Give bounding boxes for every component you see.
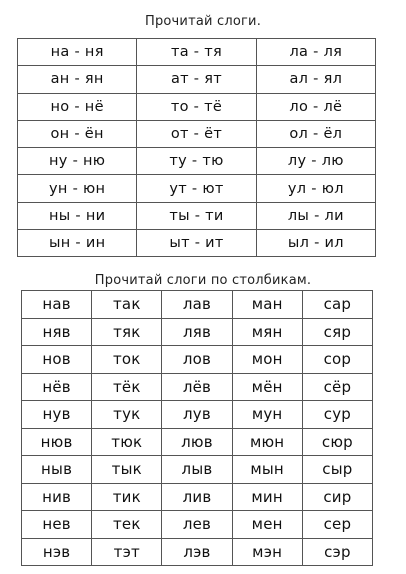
syllable-cell: так: [92, 291, 162, 319]
syllable-pair-cell: ан - ян: [18, 66, 137, 93]
syllable-pair-cell: ул - юл: [256, 175, 375, 202]
syllable-row: [18, 66, 376, 93]
syllable-pair-cell: ну - ню: [18, 148, 137, 175]
syllable-pair-cell: лу - лю: [256, 148, 375, 175]
section-2-title: Прочитай слоги по столбикам.: [94, 273, 312, 288]
syllable-cell: мён: [232, 373, 302, 401]
syllable-cell: лив: [162, 483, 232, 511]
syllable-row: [22, 483, 373, 511]
syllable-cell: ман: [232, 291, 302, 319]
syllable-pair-cell: ут - ют: [137, 175, 256, 202]
syllable-cell: сыр: [302, 456, 372, 484]
syllable-pair-cell: ат - ят: [137, 66, 256, 93]
syllable-row: [22, 291, 373, 319]
syllable-pair-cell: ын - ин: [18, 230, 137, 257]
syllable-row: [22, 538, 373, 566]
syllable-row: [22, 456, 373, 484]
syllable-pair-cell: лы - ли: [256, 202, 375, 229]
syllable-cell: сёр: [302, 373, 372, 401]
syllable-cell: сяр: [302, 318, 372, 346]
syllable-pair-cell: ун - юн: [18, 175, 137, 202]
syllable-row: [18, 93, 376, 120]
syllable-pair-cell: то - тё: [137, 93, 256, 120]
syllable-cell: сир: [302, 483, 372, 511]
syllable-cell: нав: [22, 291, 92, 319]
syllable-cell: нёв: [22, 373, 92, 401]
syllable-cell: сор: [302, 346, 372, 374]
syllable-columns-table: [21, 290, 373, 566]
syllable-cell: тёк: [92, 373, 162, 401]
syllable-cell: сер: [302, 511, 372, 539]
syllable-cell: лов: [162, 346, 232, 374]
syllable-cell: мон: [232, 346, 302, 374]
syllable-cell: лев: [162, 511, 232, 539]
syllable-cell: тык: [92, 456, 162, 484]
syllable-cell: сур: [302, 401, 372, 429]
syllable-cell: ныв: [22, 456, 92, 484]
syllable-row: [18, 39, 376, 66]
syllable-row: [22, 318, 373, 346]
syllable-cell: нов: [22, 346, 92, 374]
syllable-cell: мун: [232, 401, 302, 429]
syllable-cell: сар: [302, 291, 372, 319]
syllable-row: [22, 401, 373, 429]
syllable-cell: нюв: [22, 428, 92, 456]
syllable-pair-cell: ыт - ит: [137, 230, 256, 257]
syllable-pairs-table: [17, 38, 376, 257]
syllable-cell: лэв: [162, 538, 232, 566]
syllable-cell: ляв: [162, 318, 232, 346]
syllable-cell: тюк: [92, 428, 162, 456]
syllable-cell: мын: [232, 456, 302, 484]
syllable-cell: ток: [92, 346, 162, 374]
syllable-pair-cell: но - нё: [18, 93, 137, 120]
syllable-cell: нув: [22, 401, 92, 429]
syllable-pair-cell: ыл - ил: [256, 230, 375, 257]
syllable-cell: няв: [22, 318, 92, 346]
syllable-cell: нев: [22, 511, 92, 539]
syllable-pair-cell: он - ён: [18, 120, 137, 147]
syllable-cell: мян: [232, 318, 302, 346]
syllable-cell: лув: [162, 401, 232, 429]
syllable-cell: мин: [232, 483, 302, 511]
syllable-cell: люв: [162, 428, 232, 456]
syllable-cell: нив: [22, 483, 92, 511]
syllable-pair-cell: та - тя: [137, 39, 256, 66]
syllable-row: [18, 175, 376, 202]
syllable-cell: лав: [162, 291, 232, 319]
syllable-pair-cell: ты - ти: [137, 202, 256, 229]
syllable-row: [22, 511, 373, 539]
syllable-pair-cell: на - ня: [18, 39, 137, 66]
syllable-pair-cell: ал - ял: [256, 66, 375, 93]
syllable-cell: тук: [92, 401, 162, 429]
syllable-cell: лёв: [162, 373, 232, 401]
syllable-pair-cell: ла - ля: [256, 39, 375, 66]
syllable-pair-cell: ту - тю: [137, 148, 256, 175]
syllable-cell: тяк: [92, 318, 162, 346]
syllable-pair-cell: ол - ёл: [256, 120, 375, 147]
syllable-row: [18, 230, 376, 257]
syllable-cell: нэв: [22, 538, 92, 566]
syllable-cell: тик: [92, 483, 162, 511]
syllable-row: [18, 120, 376, 147]
syllable-cell: тэт: [92, 538, 162, 566]
syllable-row: [22, 373, 373, 401]
syllable-row: [22, 346, 373, 374]
syllable-cell: сюр: [302, 428, 372, 456]
syllable-row: [22, 428, 373, 456]
section-1-title: Прочитай слоги.: [144, 14, 262, 29]
syllable-pair-cell: ны - ни: [18, 202, 137, 229]
syllable-cell: тек: [92, 511, 162, 539]
syllable-pair-cell: от - ёт: [137, 120, 256, 147]
syllable-cell: сэр: [302, 538, 372, 566]
syllable-cell: мен: [232, 511, 302, 539]
syllable-row: [18, 148, 376, 175]
syllable-pair-cell: ло - лё: [256, 93, 375, 120]
syllable-cell: мюн: [232, 428, 302, 456]
syllable-cell: мэн: [232, 538, 302, 566]
syllable-row: [18, 202, 376, 229]
syllable-cell: лыв: [162, 456, 232, 484]
